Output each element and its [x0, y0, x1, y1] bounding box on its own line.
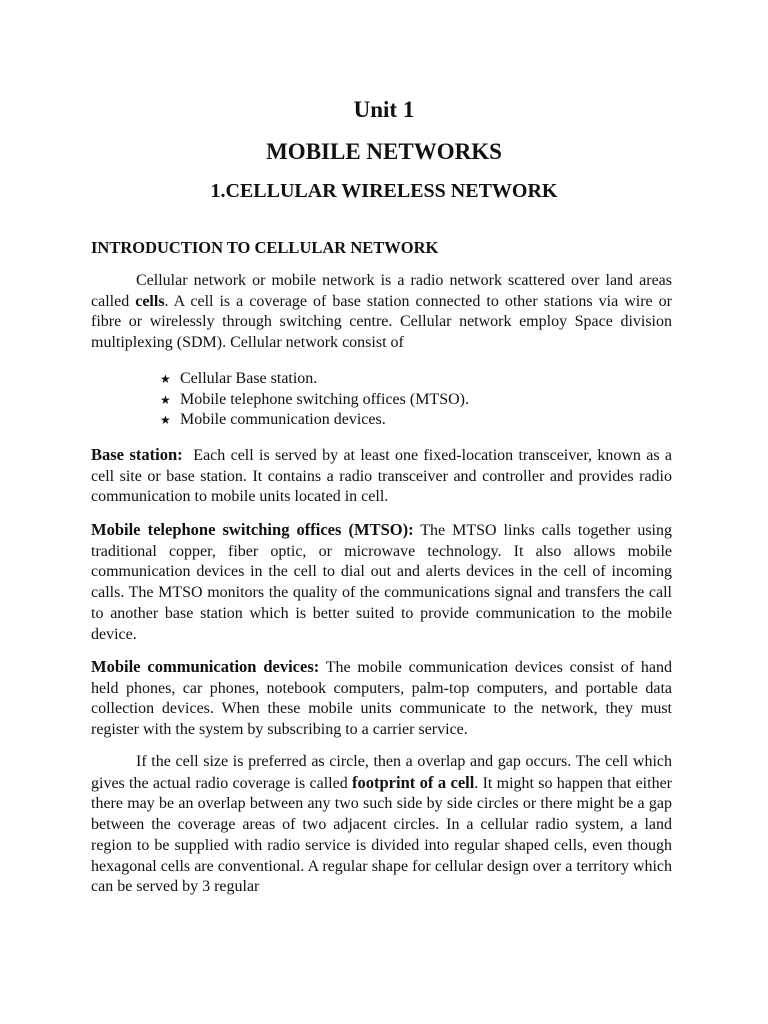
devices-term: Mobile communication devices: [91, 657, 320, 676]
cell-shape-paragraph [91, 752, 672, 898]
cell-shape-text-part2: . It might so happen that either there may be an overlap between any two such side by side circles or there might be a gap between the coverage areas of two adjacent circles. In a cellular radio system, a land region to be supplied with radio service is divided into regular shaped cells, even though hexagonal cells are conventional. A regular shape for cellular design over a territory which can be served by 3 regular [91, 774, 672, 896]
list-item-text: Mobile telephone switching offices (MTSO). [180, 390, 469, 408]
mtso-term: Mobile telephone switching offices (MTSO): [91, 520, 414, 539]
star-bullet-icon: ★ [160, 392, 171, 407]
base-station-text: Each cell is served by at least one fixed-location transceiver, known as a cell site or base station. It contains a radio transceiver and controller and provides radio communication to mobile units located in cell. [91, 447, 673, 506]
devices-paragraph [91, 657, 672, 741]
mtso-text: The MTSO links calls together using traditional copper, fiber optic, or microwave technology. It also allows mobile communication devices in the cell to dial out and alerts devices in the cell of incoming calls. The MTSO monitors the quality of the communications signal and transfers the call to another base station which is better suited to provide communication to the mobile device. [91, 522, 672, 643]
chapter-title: MOBILE NETWORKS [266, 139, 502, 164]
mtso-paragraph [91, 520, 672, 645]
intro-paragraph [91, 271, 672, 354]
list-item [160, 410, 469, 431]
unit-title: Unit 1 [353, 97, 415, 122]
list-item-text: Cellular Base station. [180, 370, 318, 387]
intro-text-part1: Cellular network or mobile network is a radio network scattered over land areas called [91, 272, 672, 310]
intro-bold-term: cells [135, 292, 165, 310]
list-item-text: Mobile communication devices. [180, 411, 386, 429]
subsection-heading: INTRODUCTION TO CELLULAR NETWORK [91, 238, 439, 257]
base-station-term: Base station: [91, 445, 183, 464]
base-station-paragraph [91, 445, 672, 508]
section-title: 1.CELLULAR WIRELESS NETWORK [210, 180, 558, 202]
component-list [160, 369, 469, 431]
intro-text-part2: . A cell is a coverage of base station connected to other stations via wire or fibre or wirelessly through switching centre. Cellular network employ Space division multiplexing (SDM). Cellular network consist of [91, 292, 672, 352]
star-bullet-icon: ★ [160, 372, 171, 386]
cell-shape-text-part1: If the cell size is preferred as circle, then a overlap and gap occurs. The cell which gives the actual radio coverage is called [91, 753, 672, 792]
list-item [160, 390, 469, 411]
star-bullet-icon: ★ [160, 413, 171, 428]
cell-shape-bold-term: footprint of a cell [352, 772, 475, 792]
list-item [160, 369, 469, 390]
devices-text: The mobile communication devices consist of hand held phones, car phones, notebook computers, palm-top computers, and portable data collection devices. When these mobile units communicate to the network, they must register with the system by subscribing to a carrier service. [91, 659, 673, 739]
